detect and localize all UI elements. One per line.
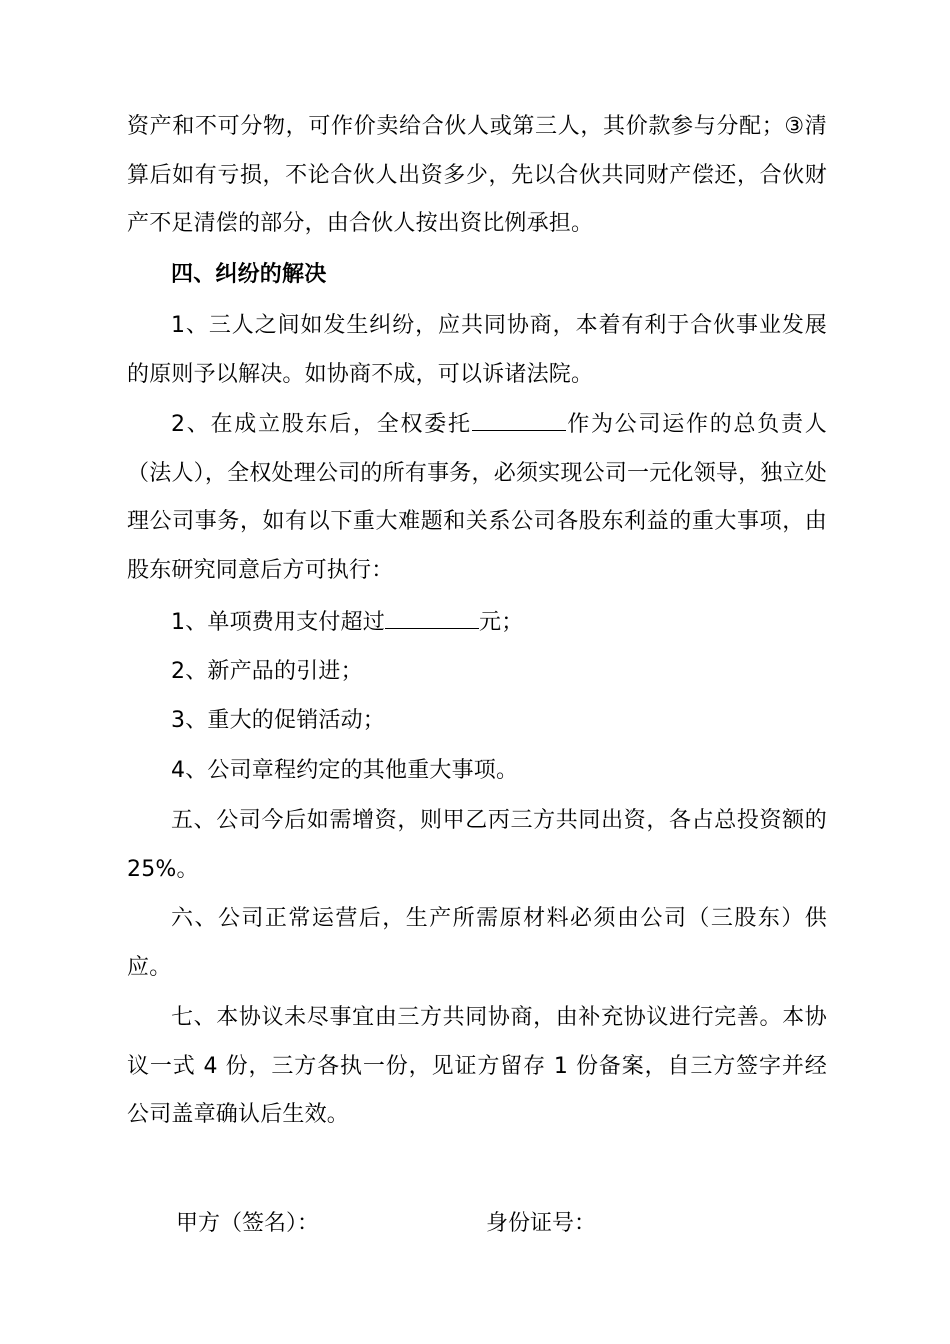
expense-text-after: 元；: [479, 610, 524, 635]
authorization-text-before: 2、在成立股东后，全权委托: [171, 412, 472, 437]
authorization-text-after: 作为公司运作的总负责人（法人），全权处理公司的所有事务，必须实现公司一元化领导，独立处理公司事务，如有以下重大难题和关系公司各股东利益的重大事项，由股东研究同意后方可执行：: [127, 412, 827, 583]
paragraph-authorization: [127, 401, 827, 595]
id-number-label: 身份证号：: [486, 1211, 597, 1236]
list-item-promotions: 3、重大的促销活动；: [171, 708, 385, 733]
paragraph-liquidation-continued: 资产和不可分物，可作价卖给合伙人或第三人，其价款参与分配；③清算后如有亏损，不论合伙人出资多少，先以合伙共同财产偿还，合伙财产不足清偿的部分，由合伙人按出资比例承担。: [127, 114, 827, 236]
section-heading-dispute-resolution: 四、纠纷的解决: [171, 262, 327, 287]
blank-line-representative: [472, 408, 566, 431]
list-item-new-products: 2、新产品的引进；: [171, 659, 363, 684]
signature-row: [0, 1200, 950, 1248]
paragraph-dispute-negotiation: 1、三人之间如发生纠纷，应共同协商，本着有利于合伙事业发展的原则予以解决。如协商不成，可以诉诸法院。: [127, 313, 827, 387]
paragraph-capital-increase: 五、公司今后如需增资，则甲乙丙三方共同出资，各占总投资额的 25%。: [127, 808, 827, 882]
list-item-expense-limit: [127, 599, 827, 648]
expense-text-before: 1、单项费用支付超过: [171, 610, 385, 635]
list-item-other-matters: 4、公司章程约定的其他重大事项。: [171, 758, 519, 783]
paragraph-material-supply: 六、公司正常运营后，生产所需原材料必须由公司（三股东）供应。: [127, 906, 827, 980]
paragraph-final-provisions: 七、本协议未尽事宜由三方共同协商，由补充协议进行完善。本协议一式 4 份，三方各执一份，见证方留存 1 份备案，自三方签字并经公司盖章确认后生效。: [127, 1005, 827, 1127]
party-a-signature-label: 甲方（签名）：: [176, 1211, 320, 1236]
blank-line-amount: [385, 606, 479, 629]
